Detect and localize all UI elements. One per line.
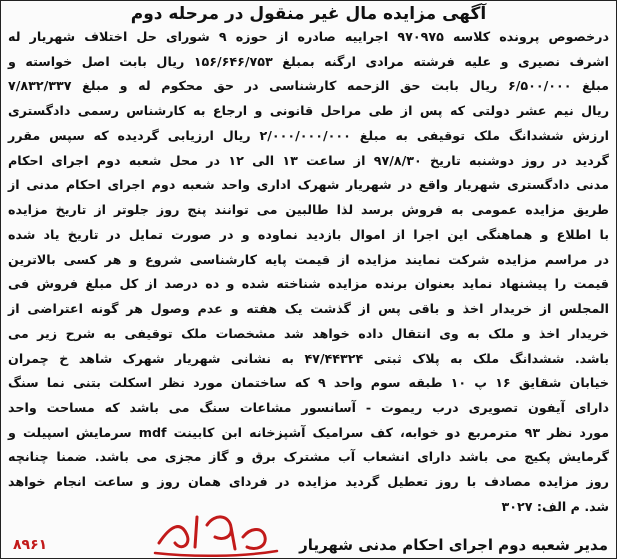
notice-body xyxy=(8,28,609,516)
notice-line: باشد. ششدانگ ملک به پلاک ثبتی ۴۷/۴۴۳۲۴ به نشانی شهریار شهرک شاهد خ چمران xyxy=(8,350,609,366)
notice-line: المجلس از خریدار اخذ و باقی پس از گذشت یک هفته و عدم وصول هر گونه اعتراضی از xyxy=(8,301,609,317)
handwritten-mark-icon xyxy=(151,507,281,559)
notice-line: گردید در روز دوشنبه تاریخ ۹۷/۸/۳۰ از ساعت ۱۳ الی ۱۲ در محل شعبه دوم اجرای احکام xyxy=(8,152,609,168)
notice-code: ۸۹۶۱ xyxy=(13,537,48,553)
notice-line: قیمت را پیشنهاد نماید بعنوان برنده مزایده شناخته شده و ده درصد از کل مبلغ فروش فی xyxy=(8,276,609,292)
notice-line: خیابان شقایق ۱۶ پ ۱۰ طبقه سوم واحد ۹ که ساختمان مورد نظر اسکلت بتنی نما سنگ xyxy=(8,375,609,391)
notice-line: اشرف نصیری و علیه فرشته مرادی ارگنه بمبلغ ۱۵۶/۶۴۶/۷۵۳ ریال بابت اصل خواسته و xyxy=(8,53,609,69)
notice-line: دارای آیفون تصویری درب ریموت - آسانسور مشاعات سنگ می باشد که مساحت واحد xyxy=(8,400,609,416)
notice-line: ارزش ششدانگ ملک توقیفی به مبلغ ۲/۰۰۰/۰۰۰/۰۰۰ ریال ارزیابی گردیده که سپس مقرر xyxy=(8,127,609,143)
notice-line: مورد نظر ۹۳ مترمربع دو خوابه، کف سرامیک آشپزخانه ابن کابینت mdf سرمایش اسپیلت و xyxy=(8,424,609,440)
notice-line: طریق مزایده عمومی به فروش برسد لذا طالبین می توانند پنج روز جلوتر از تاریخ مزایده xyxy=(8,202,609,218)
notice-line: گرمایش پکیج می باشد دارای انشعاب آب مشترک برق و گاز مجزی می باشد. ضمنا چنانچه xyxy=(8,449,609,465)
notice-line: خریدار اخذ و ملک به وی انتقال داده خواهد شد مشخصات ملک توقیفی به شرح زیر می xyxy=(8,325,609,341)
notice-title: آگهی مزایده مال غیر منقول در مرحله دوم xyxy=(130,4,487,24)
notice-line: در مراسم مزایده شرکت نمایند مزایده از قیمت پایه کارشناسی شروع و هر کسی بالاترین xyxy=(8,251,609,267)
notice-line: ریال نیم عشر دولتی که پس از طی مراحل قانونی و ارجاع به کارشناس رسمی دادگستری xyxy=(8,103,609,119)
signature-name: مدیر شعبه دوم اجرای احکام مدنی شهریار xyxy=(299,536,608,554)
notice-line: مدنی دادگستری شهریار واقع در شهریار شهرک اداری واحد شعبه دوم اجرای احکام مدنی از xyxy=(8,177,609,193)
notice-line: درخصوص پرونده کلاسه ۹۷۰۹۷۵ اجراییه صادره از حوزه ۹ شورای حل اختلاف شهریار له xyxy=(8,29,609,44)
notice-line: با اطلاع و هماهنگی این اجرا از اموال بازدید نماوده و در صورت تمایل در تاریخ یاد شده xyxy=(8,226,609,242)
notice-line: مبلغ ۶/۵۰۰/۰۰۰ ریال بابت حق الزحمه کارشناسی در حق محکوم له و مبلغ ۷/۸۳۲/۳۳۷ xyxy=(8,78,609,94)
notice-line-last: شد. م الف: ۳۰۲۷ xyxy=(501,498,609,514)
notice-line: روز مزایده مصادف با روز تعطیل گردید مزایده در فردای همان روز و ساعت انجام خواهد xyxy=(8,474,609,490)
